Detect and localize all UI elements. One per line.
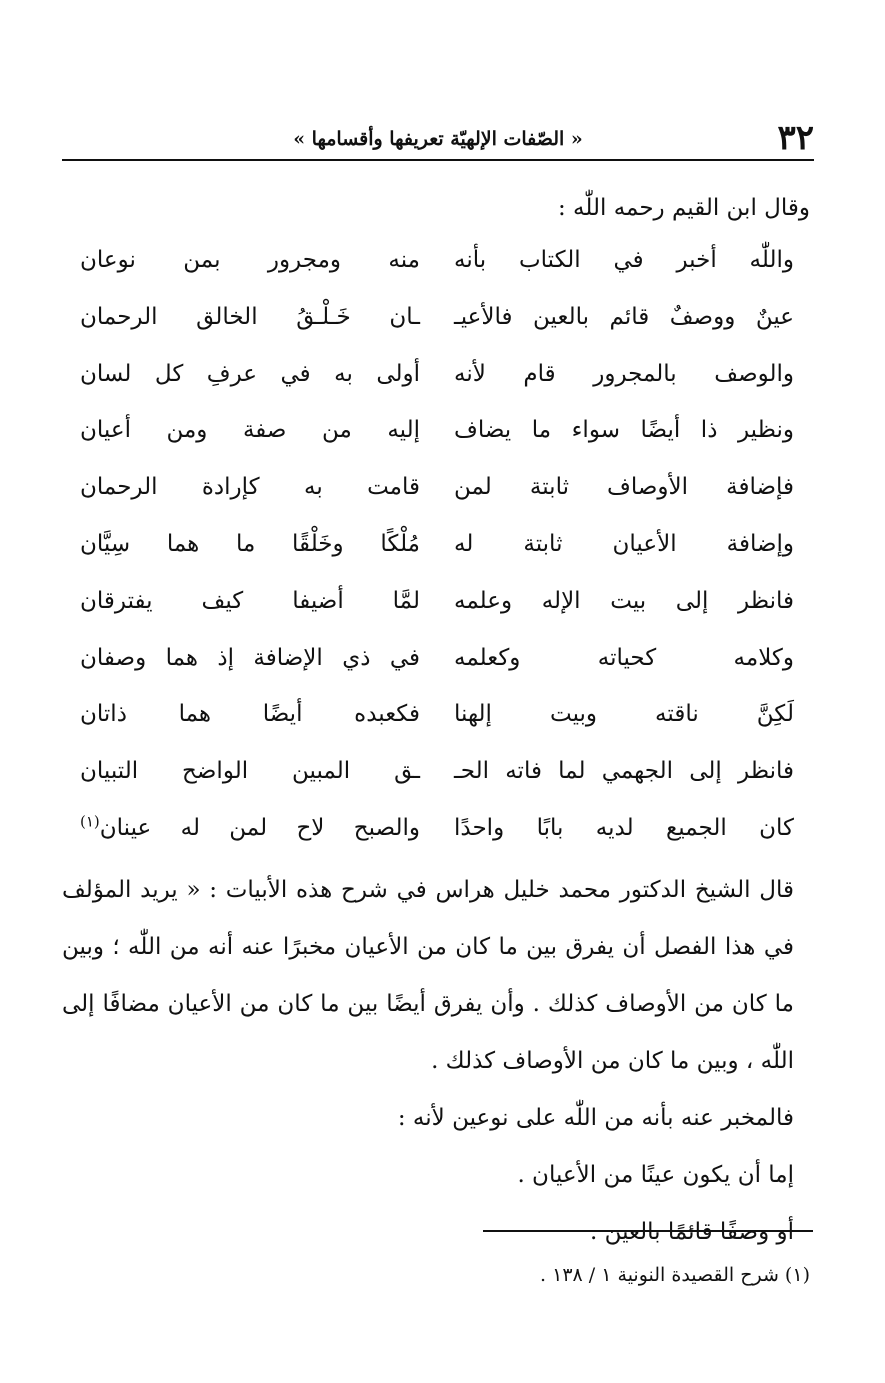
verse-first-hemistich: عينٌ ووصفٌ قائم بالعين فالأعيـ	[454, 303, 794, 330]
verse	[80, 694, 794, 751]
verse-second-hemistich-text: والصبح لاح لمن له عينان	[99, 814, 420, 841]
verse	[80, 524, 794, 581]
verse	[80, 581, 794, 638]
verse-first-hemistich: لَكِنَّ ناقته وبيت إلهنا	[454, 701, 794, 728]
poem-intro: وقال ابن القيم رحمه اللّٰه :	[557, 195, 810, 221]
header-divider	[62, 159, 814, 161]
verse-second-hemistich: أولى به في عرفِ كل لسان	[80, 360, 420, 387]
verse-second-hemistich: ـان خَـلْـقُ الخالق الرحمان	[80, 303, 420, 330]
verse	[80, 467, 794, 524]
running-title: « الصّفات الإلهيّة تعريفها وأقسامها »	[293, 128, 583, 150]
commentary-line: إما أن يكون عينًا من الأعيان .	[517, 1162, 794, 1188]
footnote-marker[interactable]: (١)	[80, 812, 100, 831]
footnote: (١) شرح القصيدة النونية ١ / ١٣٨ .	[540, 1264, 810, 1286]
verse-first-hemistich: وكلامه كحياته وكعلمه	[454, 644, 794, 671]
verse-second-hemistich: منه ومجرور بمن نوعان	[80, 247, 420, 273]
verse	[80, 410, 794, 467]
verse	[80, 808, 794, 865]
verse-second-hemistich: مُلْكًا وخَلْقًا ما هما سِيَّان	[80, 530, 420, 557]
verse-second-hemistich	[80, 808, 420, 848]
verse	[80, 751, 794, 808]
verse	[80, 297, 794, 354]
commentary	[62, 862, 794, 1261]
verse-second-hemistich: إليه من صفة ومن أعيان	[80, 417, 420, 444]
verse-second-hemistich: قامت به كإرادة الرحمان	[80, 474, 420, 501]
verse-second-hemistich: لمَّا أضيفا كيف يفترقان	[80, 587, 420, 614]
verse-first-hemistich: ونظير ذا أيضًا سواء ما يضاف	[454, 417, 794, 444]
verse-first-hemistich: واللّٰه أخبر في الكتاب بأنه	[454, 247, 794, 273]
verse-first-hemistich: وإضافة الأعيان ثابتة له	[454, 530, 794, 557]
verse-first-hemistich: كان الجميع لديه بابًا واحدًا	[454, 814, 794, 841]
commentary-line: أو وصفًا قائمًا بالعين .	[589, 1219, 794, 1245]
verse-second-hemistich: فكعبده أيضًا هما ذاتان	[80, 701, 420, 728]
verse-first-hemistich: فإضافة الأوصاف ثابتة لمن	[454, 474, 794, 501]
verse	[80, 354, 794, 411]
verse-second-hemistich: ـق المبين الواضح التبيان	[80, 758, 420, 785]
commentary-paragraph: قال الشيخ الدكتور محمد خليل هراس في شرح هذه الأبيات : « يريد المؤلف في هذا الفصل أن يفرق بين ما كان من الأعيان مخبرًا عنه أنه من اللّٰه ؛ وبين ما كان من الأوصاف كذلك . وأن يفرق أيضًا بين ما كان من الأعيان مضافًا إلى اللّٰه ، وبين ما كان من الأوصاف كذلك .	[62, 877, 794, 1074]
footnote-divider	[483, 1230, 813, 1232]
verse-second-hemistich: في ذي الإضافة إذ هما وصفان	[80, 644, 420, 671]
verse-first-hemistich: فانظر إلى بيت الإله وعلمه	[454, 587, 794, 614]
poem	[80, 240, 794, 865]
verse	[80, 240, 794, 297]
page-header	[62, 118, 814, 158]
verse	[80, 638, 794, 695]
commentary-line: فالمخبر عنه بأنه من اللّٰه على نوعين لأنه :	[397, 1105, 794, 1131]
verse-first-hemistich: والوصف بالمجرور قام لأنه	[454, 360, 794, 387]
verse-first-hemistich: فانظر إلى الجهمي لما فاته الحـ	[454, 758, 794, 785]
page-number: ٣٢	[777, 118, 814, 158]
